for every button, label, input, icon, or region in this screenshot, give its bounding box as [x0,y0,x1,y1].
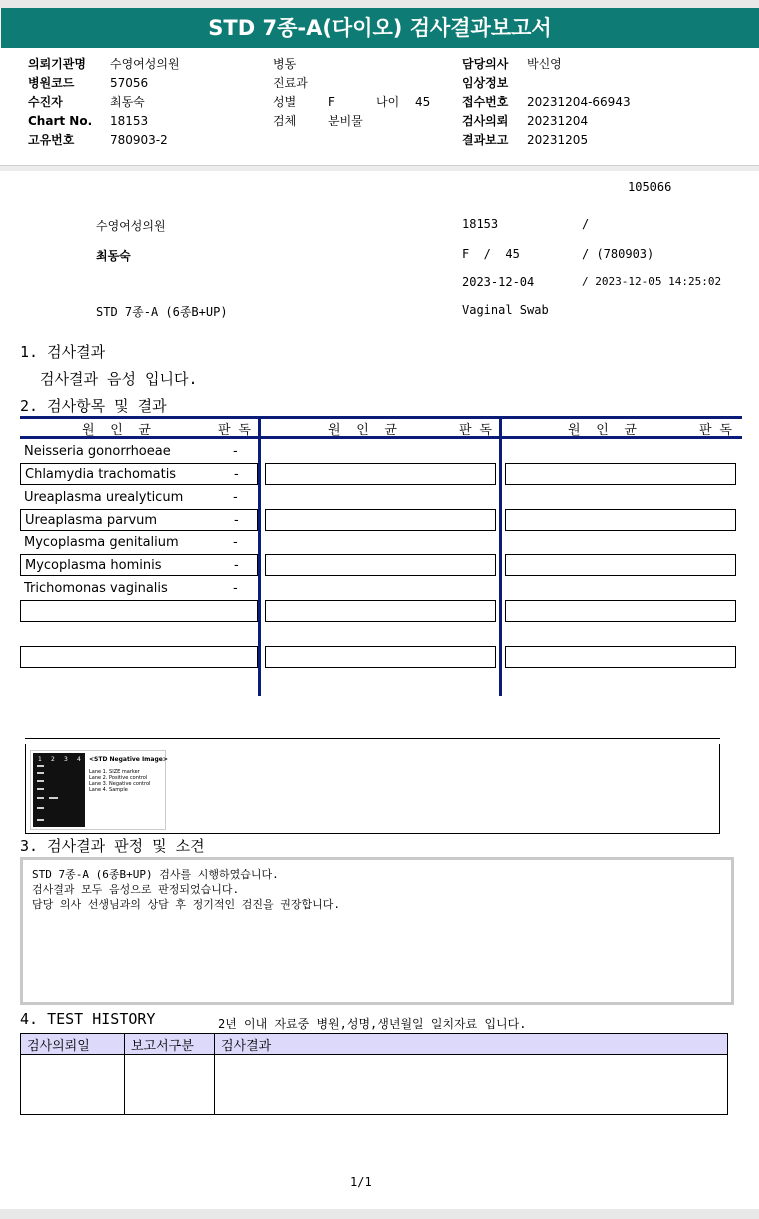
history-col-report-type: 보고서구분 [125,1034,215,1055]
header-divider [0,165,759,171]
pathogen-name: Ureaplasma parvum [25,513,158,528]
lane-number: 3 [64,756,68,763]
history-note: 2년 이내 자료중 병원,성명,생년월일 일치자료 입니다. [218,1017,527,1031]
section1-text: 검사결과 음성 입니다. [40,370,198,388]
image-top-rule [25,738,720,739]
header-col1 [28,55,92,150]
col3-result-header: 판 독 [699,423,732,438]
result-row-empty [20,600,258,622]
header-col3 [462,55,508,150]
col1-result-header: 판 독 [218,423,251,438]
result-row [20,441,258,463]
marker-band [37,797,44,799]
pathogen-name: Mycoplasma hominis [25,558,162,573]
request-date-value: 20231204 [527,114,589,128]
pathogen-result: - [233,444,238,459]
birth-id: / (780903) [582,247,655,261]
gel-title: <STD Negative Image> [89,756,168,763]
positive-band [49,797,58,799]
pathogen-result: - [234,467,239,482]
unique-no-value: 780903-2 [110,133,168,147]
grid-divider-1 [258,419,261,696]
section2-heading: 2. 검사항목 및 결과 [20,397,167,415]
specimen-type: Vaginal Swab [462,303,549,317]
patient-label: 수진자 [28,95,63,109]
gel-legend-item: Lane 4. Sample [89,787,128,793]
clinical-info-value [527,74,631,93]
empty-cell [505,463,736,485]
history-table [20,1033,728,1115]
marker-band [37,807,44,809]
result-row-empty [20,646,258,668]
pathogen-result: - [234,558,239,573]
col1-pathogen-header: 원 인 균 [82,423,151,438]
col3-pathogen-header: 원 인 균 [568,423,637,438]
marker-band [37,788,44,790]
chart-no-value: 18153 [110,114,149,128]
marker-band [37,819,44,821]
request-date: 2023-12-04 [462,275,535,289]
section1-heading: 1. 검사결과 [20,343,106,361]
pathogen-result: - [233,490,238,505]
opinion-box: STD 7종-A (6종B+UP) 검사를 시행하였습니다. 검사결과 모두 음성으로 판정되었습니다. 담당 의사 선생님과의 상담 후 정기적인 검진을 권장합니다. [20,857,734,1005]
grid-divider-2 [499,419,502,696]
history-col-result: 검사결과 [215,1034,728,1055]
patient-value: 최동숙 [110,95,145,109]
dept-label: 진료과 [273,76,308,90]
report-datetime: / 2023-12-05 14:25:02 [582,275,722,288]
empty-cell [505,646,736,668]
pathogen-result: - [233,581,238,596]
hospital-label: 의뢰기관명 [28,57,86,71]
result-row [20,487,258,509]
report-title: STD 7종-A(다이오) 검사결과보고서 [1,8,759,48]
marker-band [37,780,44,782]
empty-cell [505,600,736,622]
sex-label: 성별 [273,95,297,109]
clinical-info-label: 임상정보 [462,76,509,90]
gel-legend-item: Lane 3. Negative control [89,781,151,787]
report-date-value: 20231205 [527,133,589,147]
empty-cell [505,509,736,531]
age-label: 나이 [376,95,400,109]
hospital-code-label: 병원코드 [28,76,75,90]
history-cell [215,1055,728,1115]
header-col3-values [527,55,631,150]
clinic-name: 수영여성의원 [96,219,166,233]
history-col-request-date: 검사의뢰일 [21,1034,125,1055]
pathogen-result: - [234,513,239,528]
marker-band [37,765,44,767]
result-row [20,554,258,576]
hospital-code-value: 57056 [110,76,149,90]
gel-lanes-panel [33,753,85,827]
patient-name: 최동숙 [96,249,131,263]
col2-pathogen-header: 원 인 균 [328,423,397,438]
hospital-value: 수영여성의원 [110,57,180,71]
sex-age: F / 45 [462,247,520,261]
history-cell [21,1055,125,1115]
result-row [20,578,258,600]
empty-cell [505,554,736,576]
chart-no-label: Chart No. [28,114,93,128]
top-bar [0,0,759,8]
result-row [20,509,258,531]
marker-band [37,772,44,774]
request-date-label: 검사의뢰 [462,114,509,128]
gel-electrophoresis-image [30,750,166,830]
pathogen-name: Trichomonas vaginalis [24,581,168,596]
empty-cell [265,463,496,485]
report-date-label: 결과보고 [462,133,509,147]
patient-code: 105066 [628,180,672,194]
sex-value: F [328,95,335,109]
empty-cell [265,509,496,531]
gel-legend-item: Lane 2. Positive control [89,775,148,781]
unique-no-label: 고유번호 [28,133,75,147]
empty-cell [265,554,496,576]
header-col1-values [110,55,180,150]
col2-result-header: 판 독 [459,423,492,438]
page-number: 1/1 [350,1175,372,1189]
history-cell [125,1055,215,1115]
history-row [21,1055,728,1115]
pathogen-name: Neisseria gonorrhoeae [24,444,171,459]
gel-legend-item: Lane 1. SIZE marker [89,769,140,775]
pathogen-name: Mycoplasma genitalium [24,535,179,550]
gel-image-box [25,744,720,834]
specimen-label: 검체 [273,114,297,128]
chart-number: 18153 [462,217,499,231]
lane-number: 1 [38,756,42,763]
age-value: 45 [415,95,431,109]
empty-cell [265,646,496,668]
receipt-no-value: 20231204-66943 [527,95,631,109]
pathogen-name: Ureaplasma urealyticum [24,490,184,505]
pathogen-name: Chlamydia trachomatis [25,467,177,482]
lane-number: 2 [51,756,55,763]
doctor-value: 박신영 [527,57,562,71]
test-name: STD 7종-A (6종B+UP) [96,305,228,319]
pathogen-result: - [233,535,238,550]
doctor-label: 담당의사 [462,57,509,71]
result-row [20,463,258,485]
empty-cell [265,600,496,622]
result-row [20,532,258,554]
slash-separator: / [582,217,590,231]
lane-number: 4 [77,756,81,763]
receipt-no-label: 접수번호 [462,95,509,109]
bottom-bar [0,1209,759,1219]
ward-label: 병동 [273,57,297,71]
specimen-value: 분비물 [328,114,363,128]
section4-heading: 4. TEST HISTORY [20,1010,156,1028]
section3-heading: 3. 검사결과 판정 및 소견 [20,837,205,855]
